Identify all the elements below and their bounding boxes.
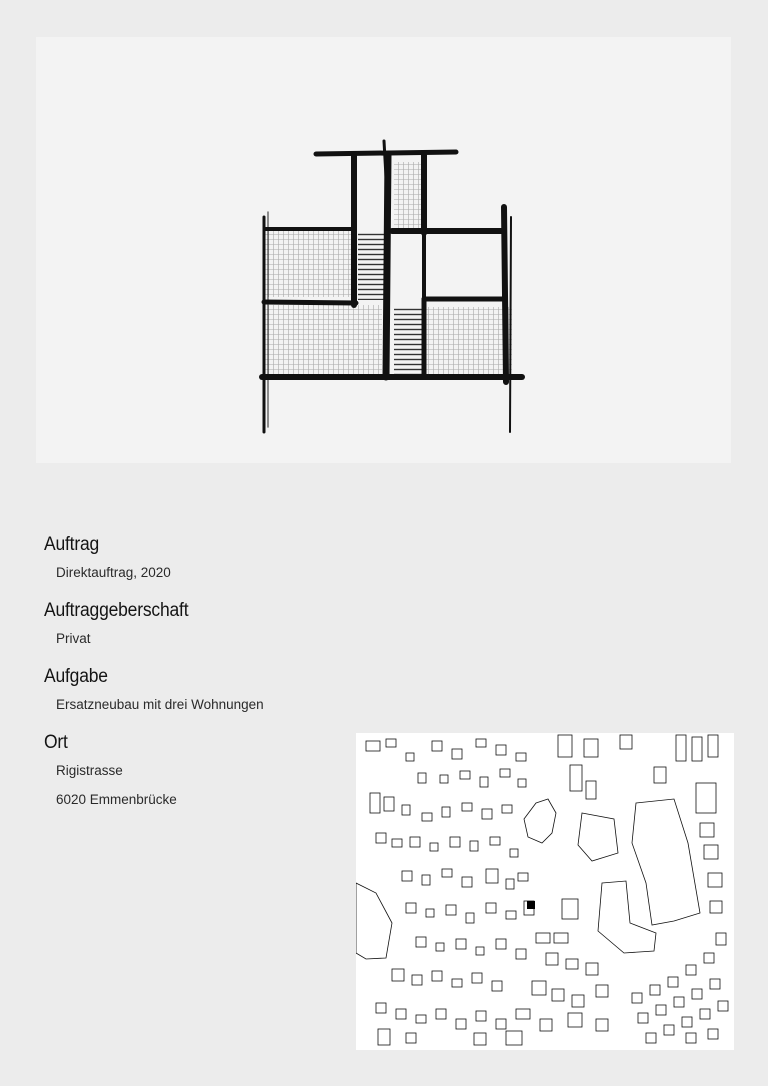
section-ort: [44, 731, 364, 809]
section-auftraggeberschaft: [44, 599, 364, 648]
section-value: 6020 Emmenbrücke: [56, 792, 177, 807]
project-building: [527, 901, 535, 909]
section-aufgabe: [44, 665, 364, 714]
section-heading: Auftraggeberschaft: [44, 600, 189, 621]
section-value: Direktauftrag, 2020: [56, 565, 171, 580]
site-plan: [356, 733, 734, 1050]
floor-plan-sketch: [36, 37, 731, 463]
section-heading: Aufgabe: [44, 666, 108, 687]
situation-plan: [356, 733, 734, 1050]
section-heading: Ort: [44, 732, 68, 753]
project-info: [44, 533, 364, 826]
section-value: Privat: [56, 631, 91, 646]
sketch-panel: [36, 37, 731, 463]
section-value: Rigistrasse: [56, 763, 123, 778]
section-auftrag: [44, 533, 364, 582]
section-heading: Auftrag: [44, 534, 100, 555]
section-value: Ersatzneubau mit drei Wohnungen: [56, 697, 264, 712]
